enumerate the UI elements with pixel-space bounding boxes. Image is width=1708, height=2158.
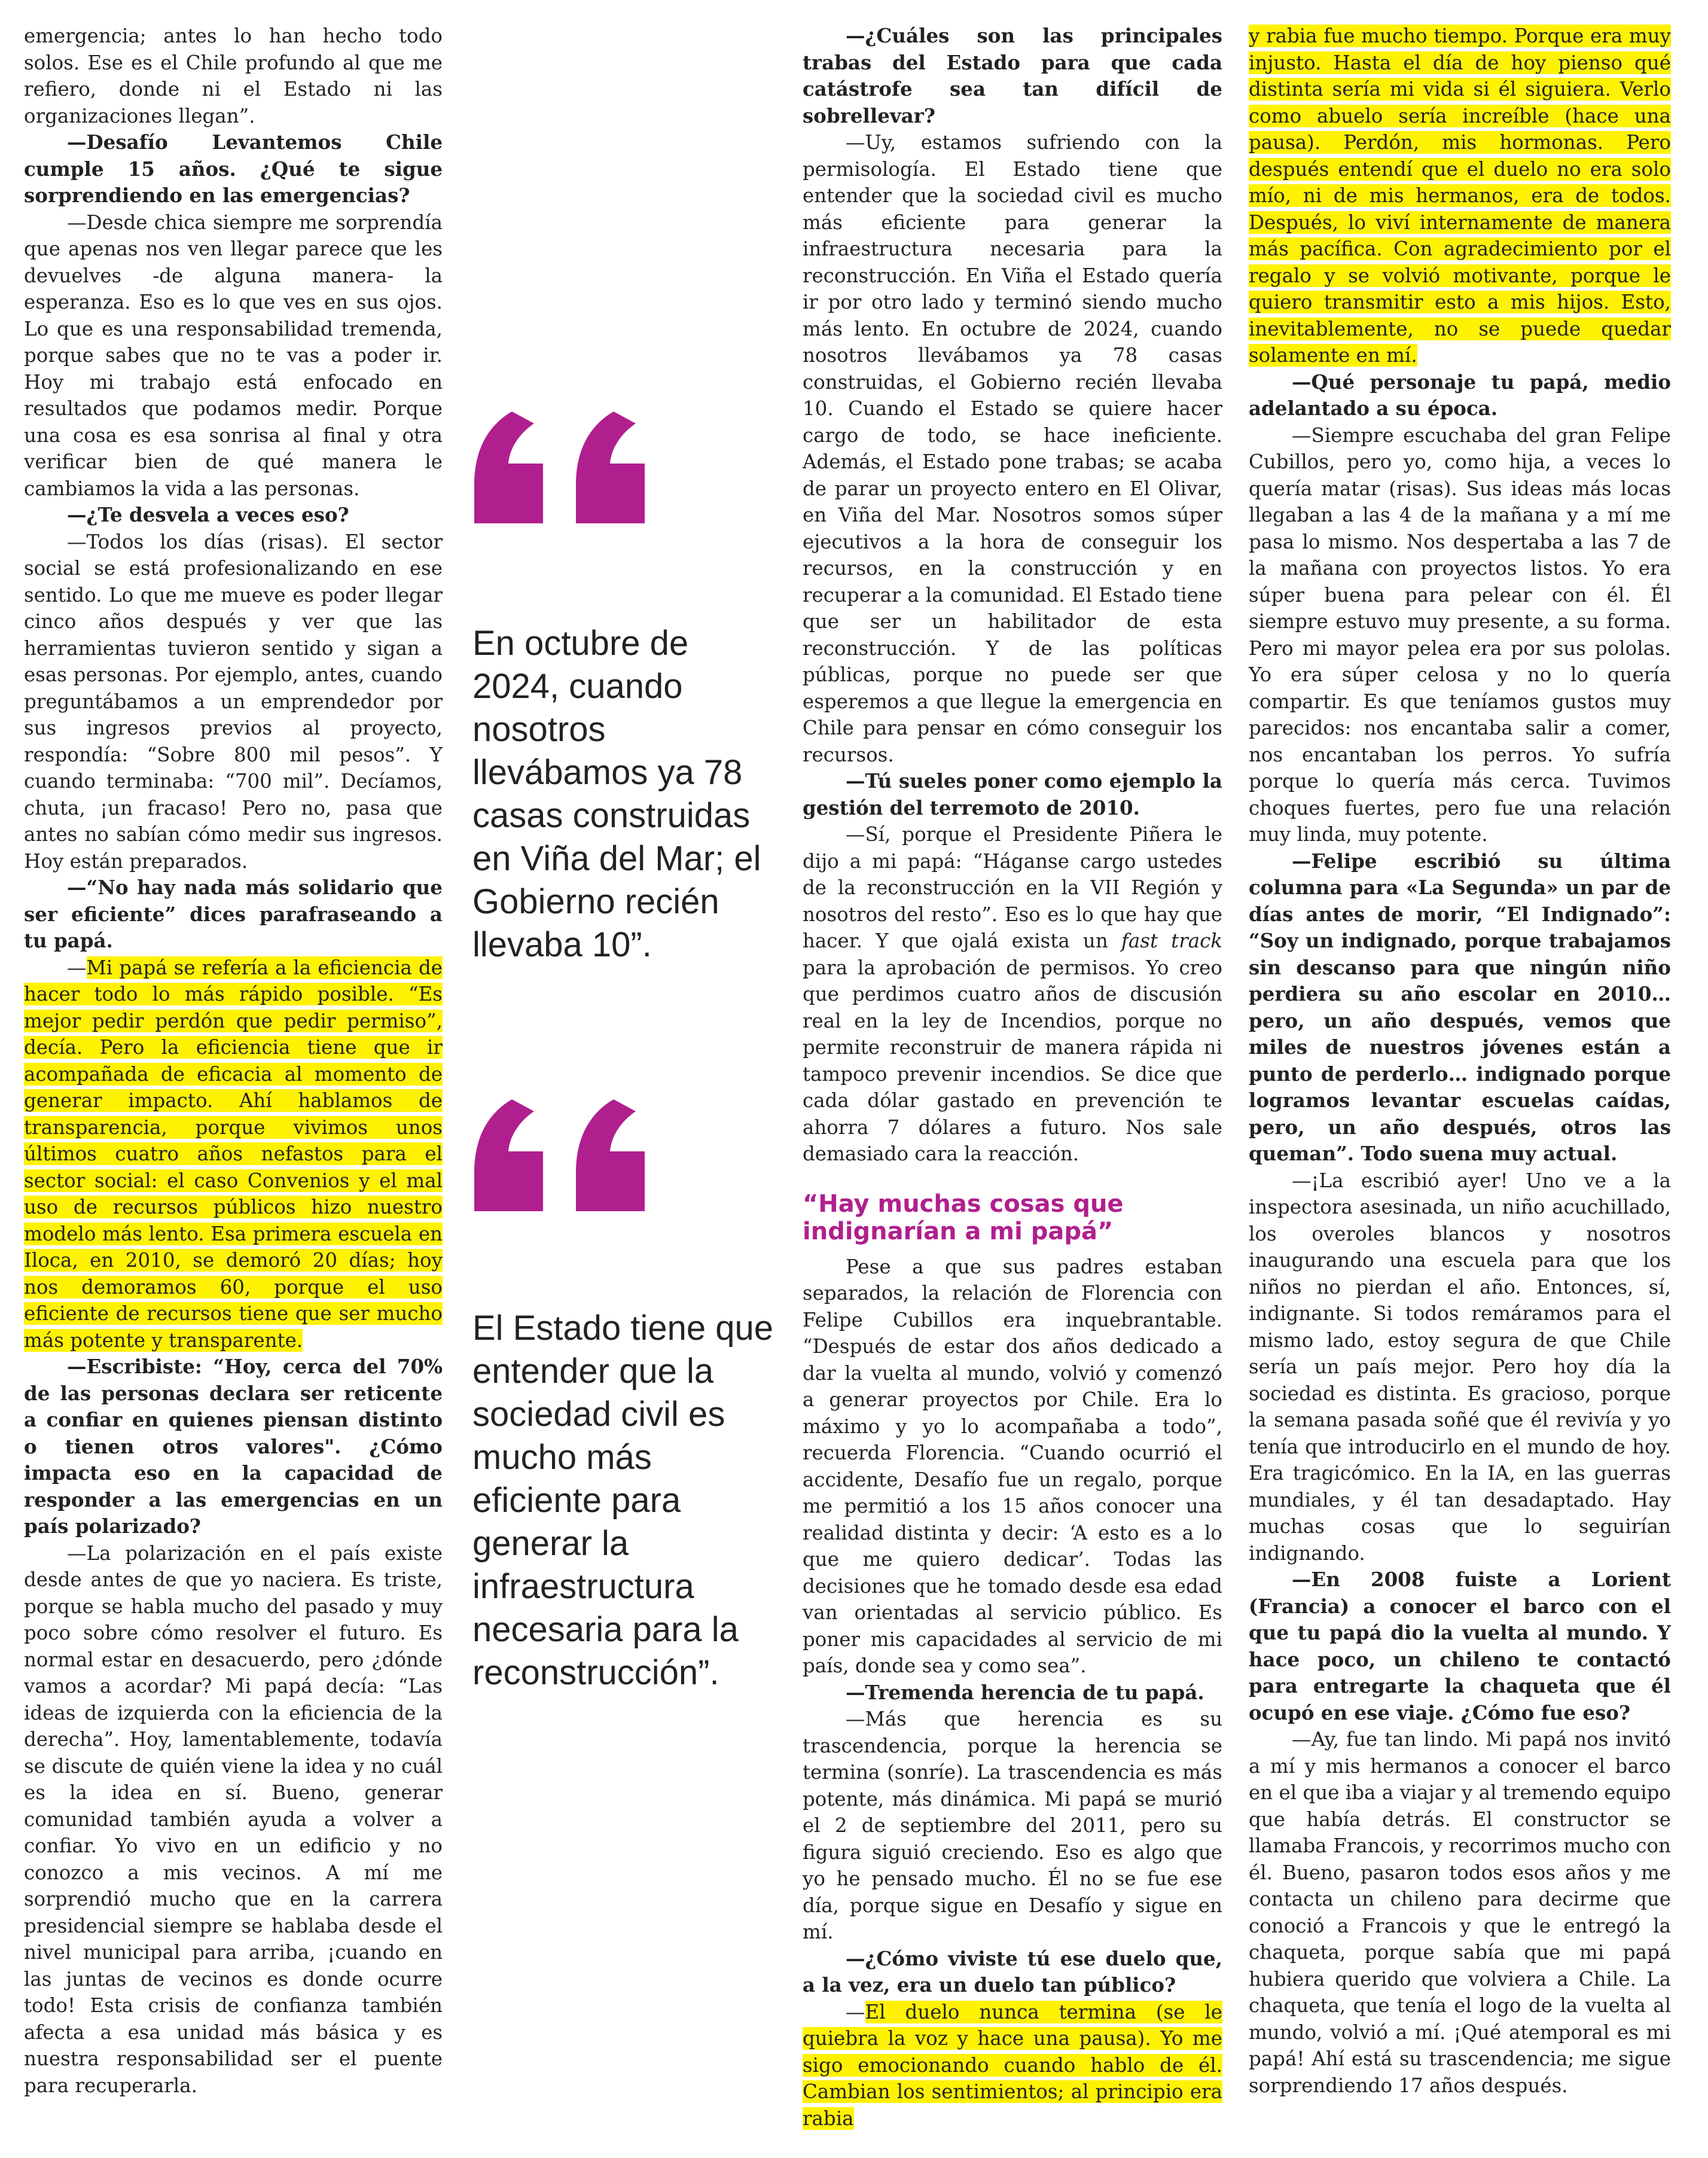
interview-answer: —Siempre escuchaba del gran Felipe Cubillos, pero yo, como hija, a veces lo quería matar (risas). Sus ideas más locas llegaban a las 4 de la mañana y a mí me pasa lo mismo. Nos despertaba a las 7 de la mañana con proyectos listos. Yo era súper buena para pelear con él. Él siempre estuvo muy presente, a su forma. Pero mi mayor pelea era por sus pololas. Yo era súper celosa y no lo quería compartir. Es que teníamos gustos muy parecidos: nos encantaba salir a comer, nos encantaban los perros. Yo sufría porque lo quería más cerca. Tuvimos choques fuertes, pero fue una relación muy linda, muy potente. — [1249, 423, 1671, 846]
highlighted-text: Mi papá se refería a la eficiencia de hacer todo lo más rápido posible. “Es mejor pedir perdón que pedir permiso”, decía. Pero la eficiencia tiene que ir acompañada de eficacia al momento de generar impacto. Ahí hablamos de transparencia, porque vivimos unos últimos cuatro años nefastos para el sector social: el caso Convenios y el mal uso de recursos públicos hizo nuestro modelo más lento. Esa primera escuela en Iloca, en 2010, se demoró 20 días; hoy nos demoramos 60, porque el uso eficiente de recursos tiene que ser mucho más potente y transparente. — [24, 956, 443, 1352]
interview-question: —¿Cuáles son las principales trabas del Estado para que cada catástrofe sea tan difícil de sobrellevar? — [803, 24, 1222, 127]
article-column-1 — [24, 23, 443, 2099]
pull-quote: El Estado tiene que entender que la sociedad civil es mucho más eficiente para generar la infraestructura necesaria para la reconstrucción”. — [472, 1309, 774, 1692]
article-column-3 — [803, 23, 1222, 2132]
interview-answer-highlighted — [24, 955, 443, 1354]
answer-dash: — — [846, 2000, 865, 2023]
quote-mark-icon — [471, 407, 675, 526]
pull-quote: En octubre de 2024, cuando nosotros llevábamos ya 78 casas construidas en Viña del Mar; el Gobierno recién llevaba 10”. — [472, 624, 761, 964]
interview-answer: —Todos los días (risas). El sector social se está profesionalizando en ese sentido. Lo que me mueve es poder llegar cinco años después y ver que las herramientas tuvieron sentido y sigan a esas personas. Por ejemplo, antes, cuando preguntábamos a un emprendedor por sus ingresos previos al proyecto, respondía: “Sobre 800 mil pesos”. Y cuando terminaba: “700 mil”. Decíamos, chuta, ¡un fracaso! Pero no, pasa que antes no sabían cómo medir sus ingresos. Hoy están preparados. — [24, 530, 443, 873]
highlighted-text: El duelo nunca termina (se le quiebra la voz y hace una pausa). Yo me sigo emocionando cuando hablo de él. Cambian los sentimientos; al principio era rabia — [803, 2000, 1222, 2130]
interview-question: —En 2008 fuiste a Lorient (Francia) a conocer el barco con el que tu papá dio la vuelta al mundo. Y hace poco, un chileno te contactó para entregarte la chaqueta que él ocupó en ese viaje. ¿Cómo fue eso? — [1249, 1568, 1671, 1724]
interview-answer: —¡La escribió ayer! Uno ve a la inspectora asesinada, un niño acuchillado, los overoles blancos y nosotros inaugurando una escuela para que los niños no pierdan el año. Entonces, sí, indignante. Si todos remáramos para el mismo lado, estoy segura de que Chile sería un país mejor. Pero hoy día la sociedad es distinta. Es gracioso, porque la semana pasada soñé que él revivía y yo tenía que introducirlo en el mundo de hoy. Era tragicómico. En la IA, en las guerras mundiales, y él tan desadaptado. Hay muchas cosas que lo seguirían indignando. — [1249, 1169, 1671, 1565]
interview-question: —Desafío Levantemos Chile cumple 15 años. ¿Qué te sigue sorprendiendo en las emergencias? — [24, 130, 443, 207]
answer-text: para la aprobación de permisos. Yo creo que perdimos cuatro años de discusión real en la ley de Incendios, porque no permite reconstruir de manera rápida ni tampoco prevenir incendios. Se dice que cada dólar gastado en prevención te ahorra 7 dólares a futuro. Nos sale demasiado cara la reacción. — [803, 956, 1222, 1165]
interview-answer-highlighted — [803, 1999, 1222, 2132]
section-heading: “Hay muchas cosas que indignarían a mi papá” — [803, 1190, 1124, 1245]
interview-question: —Escribiste: “Hoy, cerca del 70% de las personas declara ser reticente a confiar en quienes piensan distinto o tienen otros valores". ¿Cómo impacta eso en la capacidad de responder a las emergencias en un país polarizado? — [24, 1355, 443, 1538]
interview-answer: —Más que herencia es su trascendencia, porque la herencia se termina (sonríe). La trascendencia es más potente, más dinámica. Mi papá se murió el 2 de septiembre del 2011, pero su figura siguió creciendo. Eso es algo que yo he pensado mucho. Él no se fue ese día, porque sigue en Desafío y sigue en mí. — [803, 1708, 1222, 1943]
interview-question: —Tú sueles poner como ejemplo la gestión del terremoto de 2010. — [803, 769, 1222, 819]
answer-text: —Sí, porque el Presidente Piñera le dijo a mi papá: “Háganse cargo ustedes de la reconstrucción en la VII Región y nosotros del resto”. Eso es lo que hay que hacer. Y que ojalá exista un — [803, 823, 1222, 952]
paragraph: emergencia; antes lo han hecho todo solos. Ese es el Chile profundo al que me refiero, donde ni el Estado ni las organizaciones llegan”. — [24, 25, 443, 127]
interview-question: —¿Cómo viviste tú ese duelo que, a la vez, era un duelo tan público? — [803, 1946, 1222, 1997]
answer-dash: — — [67, 956, 87, 979]
interview-answer: —Uy, estamos sufriendo con la permisología. El Estado tiene que entender que la sociedad civil es mucho más eficiente para generar la infraestructura necesaria para la reconstrucción. En Viña el Estado quería ir por otro lado y terminó siendo mucho más lento. En octubre de 2024, cuando nosotros llevábamos ya 78 casas construidas, el Gobierno recién llevaba 10. Cuando el Estado se quiere hacer cargo de todo, se hace ineficiente. Además, el Estado pone trabas; se acaba de parar un proyecto entero en El Olivar, en Viña del Mar. Nosotros somos súper ejecutivos a la hora de conseguir los recursos, en la construcción y en recuperar a la comunidad. El Estado tiene que ser un habilitador de esta reconstrucción. Y de las políticas públicas, porque no puede ser que esperemos a que llegue la emergencia en Chile para pensar en cómo conseguir los recursos. — [803, 131, 1222, 766]
interview-question: —Tremenda herencia de tu papá. — [846, 1680, 1204, 1704]
highlighted-text: y rabia fue mucho tiempo. Porque era muy injusto. Hasta el día de hoy pienso qué distinta sería mi vida si él siguiera. Verlo como abuelo sería increíble (hace una pausa). Perdón, mis hormonas. Pero después entendí que el duelo no era solo mío, ni de mis hermanos, era de todos. Después, lo viví internamente de manera más pacífica. Con agradecimiento por el regalo y se volvió motivante, porque le quiero transmitir esto a mis hijos. Esto, inevitablemente, no se puede quedar solamente en mí. — [1249, 25, 1671, 367]
paragraph: Pese a que sus padres estaban separados, la relación de Florencia con Felipe Cubillos era inquebrantable. “Después de estar dos años dedicado a dar la vuelta al mundo, volvió y comenzó a generar proyectos por Chile. Era lo máximo y yo lo acompañaba a todo”, recuerda Florencia. “Cuando ocurrió el accidente, Desafío fue un regalo, porque me permitió a los 15 años conocer una realidad distinta y decir: ‘A esto es a lo que me quiero dedicar’. Todas las decisiones que he tomado desde esa edad van orientadas al servicio público. Es poner mis capacidades al servicio de mi país, donde sea y como sea”. — [803, 1255, 1222, 1677]
interview-answer: —Desde chica siempre me sorprendía que apenas nos ven llegar parece que les devuelves -de alguna manera- la esperanza. Eso es lo que ves en sus ojos. Lo que es una responsabilidad tremenda, porque sabes que no te vas a poder ir. Hoy mi trabajo está enfocado en resultados que podamos medir. Porque una cosa es esa sonrisa al final y otra verificar bien de qué manera le cambiamos la vida a las personas. — [24, 211, 443, 500]
emphasis-text: fast track — [1121, 929, 1222, 952]
interview-question: —“No hay nada más solidario que ser eficiente” dices parafraseando a tu papá. — [24, 876, 443, 952]
interview-question: —Felipe escribió su última columna para «La Segunda» un par de días antes de morir, “El Indignado”: “Soy un indignado, porque trabajamos sin descanso para que ningún niño perdiera su año escolar en 2010… pero, un año después, vemos que miles de nuestros jóvenes están a punto de perderlo… indignado porque logramos levantar escuelas caídas, pero, un año después, otros las queman”. Todo suena muy actual. — [1249, 849, 1671, 1165]
interview-question: —Qué personaje tu papá, medio adelantado a su época. — [1249, 370, 1671, 420]
interview-answer — [803, 821, 1222, 1168]
interview-answer: —Ay, fue tan lindo. Mi papá nos invitó a mí y mis hermanos a conocer el barco en el que iba a viajar y al tremendo equipo que había detrás. El constructor se llamaba Francois, y recorrimos mucho con él. Bueno, pasaron todos esos años y me contacta un chileno para decirme que conoció a Francois y que le entregó la chaqueta, porque sabía que mi papá hubiera querido que volviera a Chile. La chaqueta, que tenía el logo de la vuelta al mundo, volvió a mí. ¡Qué atemporal es mi papá! Ahí está su trascendencia; me sigue sorprendiendo 17 años después. — [1249, 1728, 1671, 2097]
article-column-4 — [1249, 23, 1671, 2099]
quote-mark-icon — [471, 1095, 675, 1214]
interview-answer: —La polarización en el país existe desde antes de que yo naciera. Es triste, porque se habla mucho del pasado y muy poco sobre cómo resolver el futuro. Es normal estar en desacuerdo, pero ¿dónde vamos a acordar? Mi papá decía: “Las ideas de izquierda con la eficiencia de la derecha”. Hoy, lamentablemente, todavía se discute de quién viene la idea y no cuál es la idea en sí. Bueno, generar comunidad también ayuda a volver a confiar. Yo vivo en un edificio y no conozco a mis vecinos. A mí me sorprendió mucho que en la carrera presidencial siempre se hablaba desde el nivel municipal para arriba, ¡cuando en las juntas de vecinos es donde ocurre todo! Esta crisis de confianza también afecta a esa unidad más básica y es nuestra responsabilidad ser el puente para recuperarla. — [24, 1541, 443, 2097]
interview-answer-highlighted — [1249, 23, 1671, 369]
interview-question: —¿Te desvela a veces eso? — [67, 503, 349, 526]
